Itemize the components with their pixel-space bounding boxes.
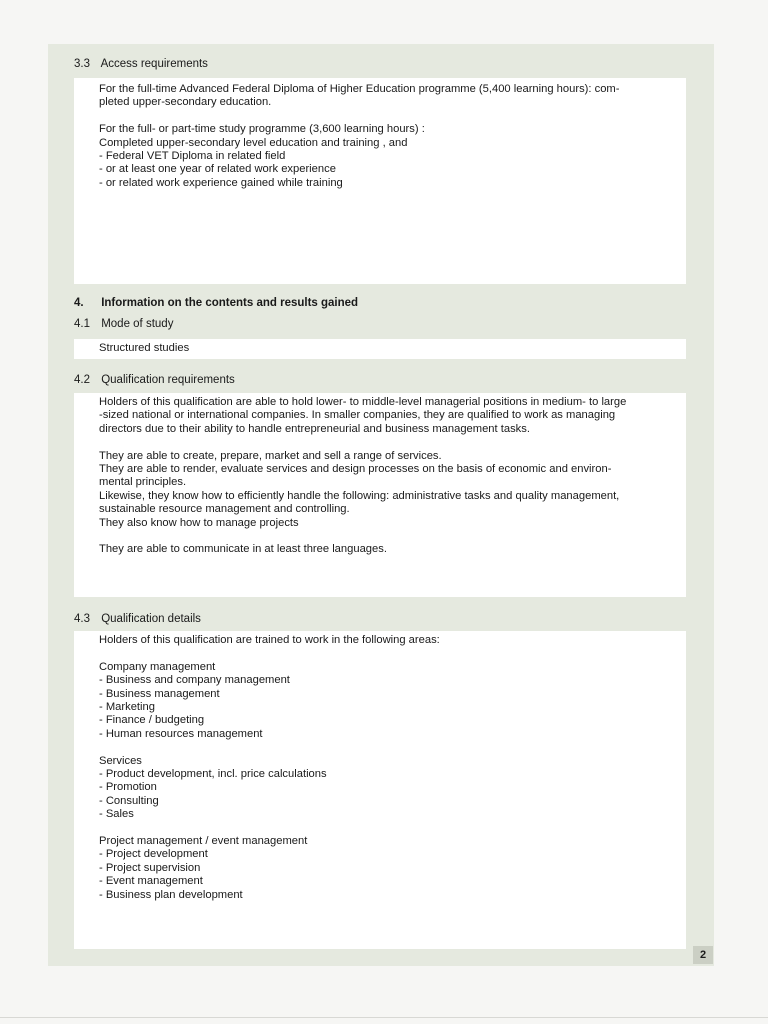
text-line: They also know how to manage projects	[99, 516, 299, 529]
section-number: 4.2	[74, 374, 90, 386]
text-line: directors due to their ability to handle entrepreneurial and business management tasks.	[99, 422, 530, 435]
text-line: pleted upper-secondary education.	[99, 96, 272, 109]
list-item: - Event management	[99, 875, 203, 888]
list-item: - Finance / budgeting	[99, 714, 205, 727]
section-number: 3.3	[74, 58, 90, 70]
section-title: Qualification details	[101, 613, 201, 625]
page-number: 2	[693, 946, 713, 964]
list-item: - Project development	[99, 848, 208, 861]
text-line: They are able to render, evaluate services and design processes on the basis of economic and environ-	[99, 463, 612, 476]
section-3-3-heading	[74, 57, 208, 71]
section-number: 4.3	[74, 613, 90, 625]
text-line: For the full-time Advanced Federal Diploma of Higher Education programme (5,400 learning hours): com-	[99, 83, 620, 95]
section-title: Information on the contents and results gained	[101, 297, 359, 309]
qualification-requirements-box	[74, 393, 686, 597]
mode-of-study-box	[74, 339, 686, 359]
list-item: - Project supervision	[99, 861, 201, 874]
text-line: - Federal VET Diploma in related field	[99, 150, 286, 163]
text-line: Completed upper-secondary level education and training , and	[99, 136, 408, 149]
section-title: Access requirements	[100, 58, 208, 70]
text-line: Structured studies	[99, 342, 190, 354]
section-number: 4.1	[74, 318, 90, 330]
section-number: 4.	[74, 297, 84, 309]
section-4-2-heading	[74, 373, 235, 387]
list-item: - Business plan development	[99, 888, 243, 901]
page-edge-line	[0, 1017, 768, 1018]
text-line: sustainable resource management and controlling.	[99, 503, 350, 516]
text-line: -sized national or international companies. In smaller companies, they are qualified to work as managing	[99, 409, 616, 422]
list-item: - Consulting	[99, 794, 159, 807]
text-line: - or at least one year of related work experience	[99, 163, 336, 176]
access-requirements-box	[74, 78, 686, 284]
text-line: Holders of this qualification are trained to work in the following areas:	[99, 634, 440, 646]
qualification-details-box	[74, 631, 686, 949]
group-title: Project management / event management	[99, 835, 308, 848]
text-line: - or related work experience gained while training	[99, 176, 343, 189]
list-item: - Business management	[99, 687, 220, 700]
list-item: - Marketing	[99, 701, 155, 714]
section-title: Qualification requirements	[101, 374, 235, 386]
section-title: Mode of study	[101, 318, 174, 330]
list-item: - Business and company management	[99, 674, 290, 687]
text-line: They are able to create, prepare, market and sell a range of services.	[99, 449, 442, 462]
list-item: - Promotion	[99, 781, 157, 794]
text-line: They are able to communicate in at least three languages.	[99, 543, 387, 556]
text-line: Likewise, they know how to efficiently handle the following: administrative tasks and quality management,	[99, 489, 620, 502]
group-title: Services	[99, 754, 142, 767]
section-4-heading	[74, 296, 358, 310]
text-line: Holders of this qualification are able to hold lower- to middle-level managerial positions in medium- to large	[99, 396, 627, 408]
list-item: - Product development, incl. price calculations	[99, 768, 327, 781]
text-line: For the full- or part-time study programme (3,600 learning hours) :	[99, 123, 425, 136]
section-4-3-heading	[74, 612, 201, 626]
list-item: - Sales	[99, 808, 134, 821]
list-item: - Human resources management	[99, 727, 263, 740]
text-line: mental principles.	[99, 476, 187, 489]
group-title: Company management	[99, 660, 216, 673]
section-4-1-heading	[74, 317, 173, 331]
